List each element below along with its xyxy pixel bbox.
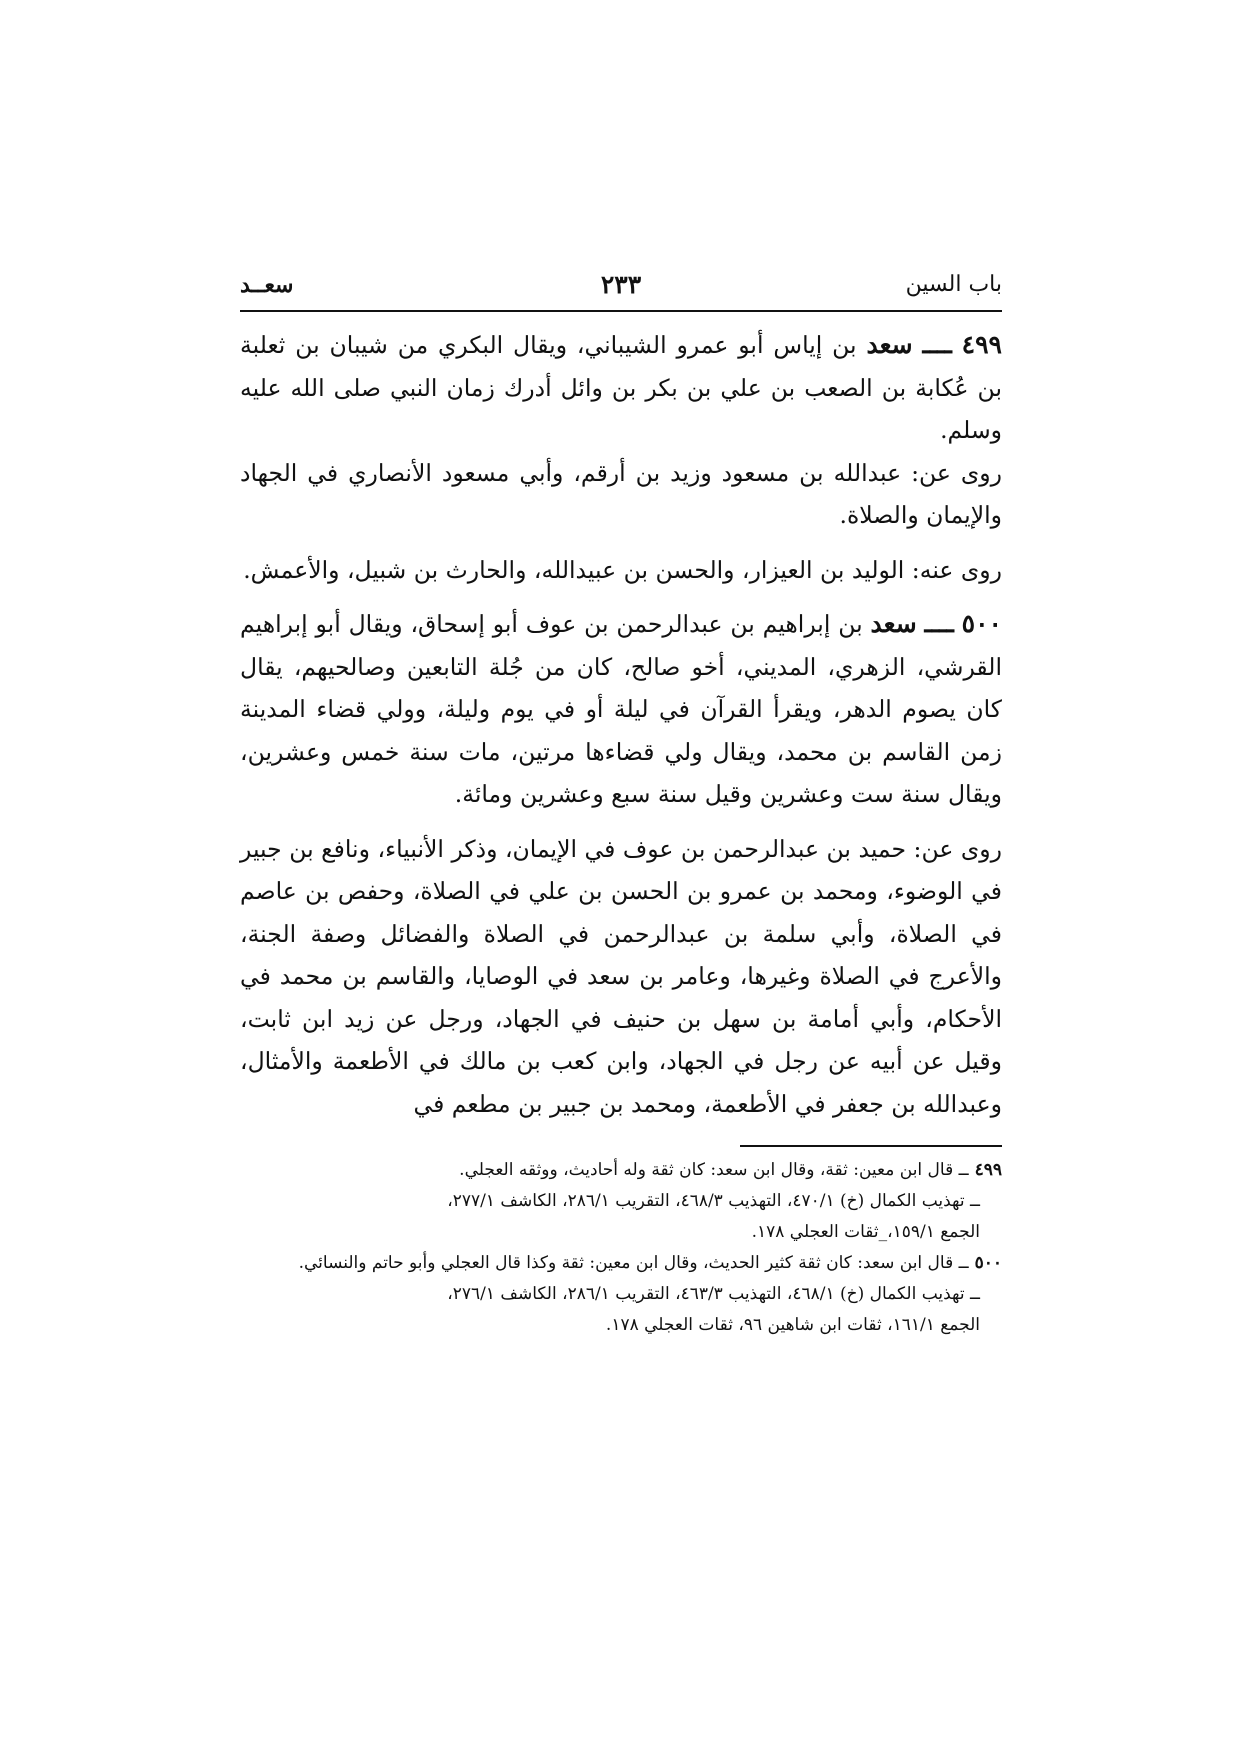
entry-number: ٥٠٠ [961, 609, 1002, 638]
footnote [240, 1248, 1002, 1341]
entry-bio-text: بن إياس أبو عمرو الشيباني، ويقال البكري من شيبان بن ثعلبة بن عُكابة بن الصعب بن علي بن بكر بن وائل أدرك زمان النبي صلى الله عليه وسلم. [240, 331, 1002, 444]
running-header [240, 270, 1002, 306]
entry-dash: ــــ [924, 609, 954, 638]
entry-name: سعد [870, 609, 917, 638]
entry-bio [240, 603, 1002, 816]
chapter-title: باب السين [905, 272, 1002, 297]
footnote-number: ٥٠٠ [974, 1253, 1002, 1273]
footnote-line: ــ تهذيب الكمال (خ) ٤٧٠/١، التهذيب ٤٦٨/٣، التقريب ٢٨٦/١، الكاشف ٢٧٧/١، [447, 1191, 980, 1211]
footnote-dash: ــ [958, 1160, 969, 1180]
footnote-rule [740, 1145, 1002, 1147]
entry-bio [240, 324, 1002, 452]
footnote [240, 1155, 1002, 1248]
footnote-line: قال ابن معين: ثقة، وقال ابن سعد: كان ثقة وله أحاديث، ووثقه العجلي. [459, 1160, 954, 1180]
footnote-line: الجمع ١٥٩/١،_ثقات العجلي ١٧٨. [751, 1222, 980, 1242]
entry-narrated-by: روى عنه: الوليد بن العيزار، والحسن بن عبيدالله، والحارث بن شبيل، والأعمش. [243, 555, 1002, 584]
header-keyword: سعــد [240, 272, 294, 298]
footnotes [240, 1145, 1002, 1341]
entry-narrated-from: روى عن: عبدالله بن مسعود وزيد بن أرقم، وأبي مسعود الأنصاري في الجهاد والإيمان والصلاة. [240, 458, 1002, 529]
entry-dash: ــــ [922, 330, 952, 359]
footnote-line: ــ تهذيب الكمال (خ) ٤٦٨/١، التهذيب ٤٦٣/٣، التقريب ٢٨٦/١، الكاشف ٢٧٦/١، [447, 1284, 980, 1304]
entry-number: ٤٩٩ [961, 330, 1002, 359]
footnote-line: الجمع ١٦١/١، ثقات ابن شاهين ٩٦، ثقات العجلي ١٧٨. [605, 1315, 980, 1335]
footnote-number: ٤٩٩ [974, 1160, 1002, 1180]
entries [240, 324, 1002, 1125]
page-number: ٢٣٣ [600, 270, 642, 299]
book-page [240, 270, 1002, 1341]
footnote-dash: ــ [958, 1253, 969, 1273]
entry-name: سعد [866, 330, 913, 359]
entry-bio-text: بن إبراهيم بن عبدالرحمن بن عوف أبو إسحاق، ويقال أبو إبراهيم القرشي، الزهري، المديني، أخو صالح، كان من جُلة التابعين وصالحيهم، يقال كان يصوم الدهر، ويقرأ القرآن في ليلة أو في يوم وليلة، وولي قضاء المدينة زمن القاسم بن محمد، ويقال ولي قضاءها مرتين، مات سنة خمس وعشرين، ويقال سنة ست وعشرين وقيل سنة سبع وعشرين ومائة. [240, 610, 1002, 808]
header-rule [240, 310, 1002, 312]
entry-narrated-from: روى عن: حميد بن عبدالرحمن بن عوف في الإيمان، وذكر الأنبياء، ونافع بن جبير في الوضوء، ومحمد بن عمرو بن الحسن بن علي في الصلاة، وحفص بن عاصم في الصلاة، وأبي سلمة بن عبدالرحمن في الصلاة والفضائل وصفة الجنة، والأعرج في الصلاة وغيرها، وعامر بن سعد في الوصايا، والقاسم بن محمد في الأحكام، وأبي أمامة بن سهل بن حنيف في الجهاد، ورجل عن زيد ابن ثابت، وقيل عن أبيه عن رجل في الجهاد، وابن كعب بن مالك في الأطعمة والأمثال، وعبدالله بن جعفر في الأطعمة، ومحمد بن جبير بن مطعم في [240, 834, 1002, 1118]
footnote-line: قال ابن سعد: كان ثقة كثير الحديث، وقال ابن معين: ثقة وكذا قال العجلي وأبو حاتم والنسائي. [298, 1253, 954, 1273]
